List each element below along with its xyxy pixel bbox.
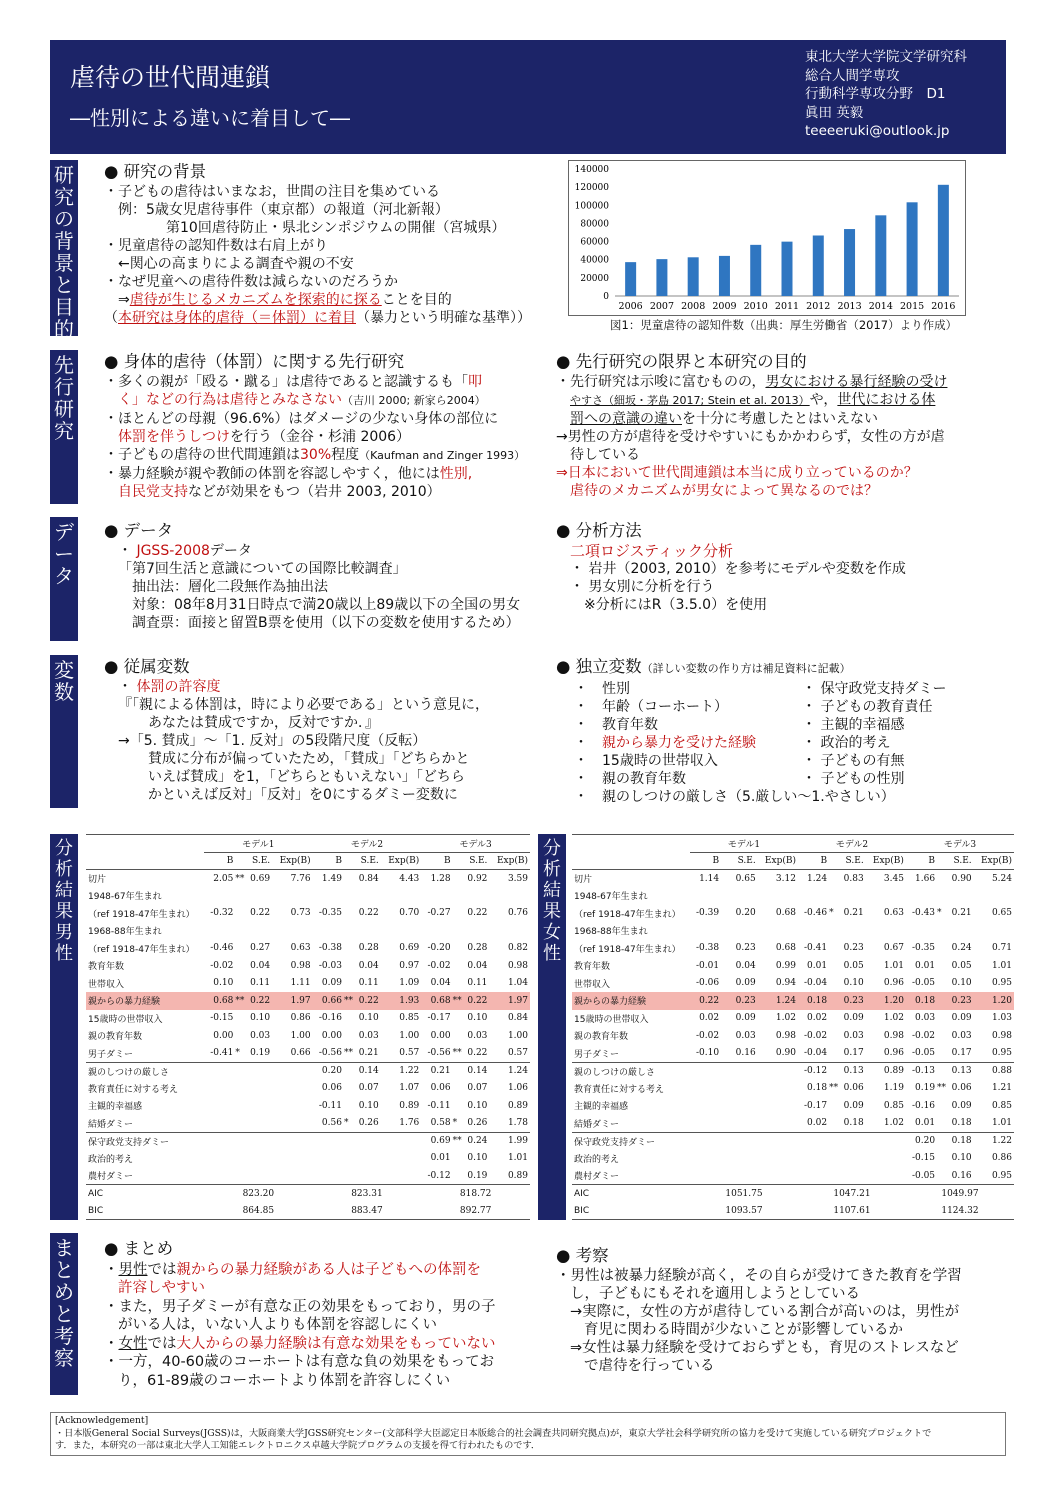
table-row: 世帯収入 0.10 0.11 1.11 0.09 0.11 1.09 0.04 0.11 1.04 [88,978,528,990]
male-results-table: モデル1 モデル2 モデル3 B S.E. Exp(B) B S.E. Exp(B) B S.E. Exp(B) 切片 2.05 ** 0.69 7.76 1.49 0.84 4.43 1.28 0.92 3.59 1948-67年生まれ （ref 1918-47年生まれ） -0.32 0.22 0.73 -0.35 0.22 0.70 -0.27 0.22 0.76 1968-88年生まれ （ref 1918-47年生まれ） -0.46 0.27 0.63 -0.38 0.28 0.69 -0.20 0.28 0.82 教育年数 -0.02 0.04 0.98 -0.03 0.04 0.97 -0.02 0.04 0.98 世帯収入 0.10 0.11 1.11 0.09 0.11 1.09 0.04 0.11 1.04 親からの暴力経験 0.68 ** 0.22 1.97 0.66 ** 0.22 1.93 0.68 ** 0.22 1.97 15歳時の世帯収入 -0.15 0.10 0.86 -0.16 0.10 0.85 -0.17 0.10 0.84 親の教育年数 0.00 0.03 1.00 0.00 0.03 1.00 0.00 0.03 1.00 男子ダミー -0.41 * 0.19 0.66 -0.56 ** 0.21 0.57 -0.56 ** 0.22 0.57 親のしつけの厳しさ 0.20 0.14 1.22 0.21 0.14 1.24 教育責任に対する考え 0.06 0.07 1.07 0.06 0.07 1.06 主観的幸福感 -0.11 0.10 0.89 -0.11 0.10 0.89 結婚ダミー 0.56 * 0.26 1.76 0.58 * 0.26 1.78 保守政党支持ダミー 0.69 ** 0.24 1.99 政治的考え 0.01 0.10 1.01 農村ダミー -0.12 0.19 0.89 AIC 823.20 823.31 818.72 BIC 864.85 883.47 892.77 [86,834,530,1220]
table-row: 男子ダミー -0.10 0.16 0.90 -0.04 0.17 0.96 -0.05 0.17 0.95 [574,1048,1012,1060]
indep-right-4: ・ 子どもの有無 [802,753,905,769]
table-row: 15歳時の世帯収入 0.02 0.09 1.02 0.02 0.09 1.02 0.03 0.09 1.03 [574,1013,1012,1025]
x-tick-label: 2007 [649,301,675,312]
data-section: ● データ ・ JGSS-2008データ 「第7回生活と意識についての国際比較調査」 抽出法：層化二段無作為抽出法 対象：08年8月31日時点で満20歳以上89歳以下の全国の男女 調査票：面接と留置B票を使用（以下の変数を使用するため） [104,522,549,632]
bar-2007 [656,259,667,296]
table-row: 主観的幸福感 -0.17 0.09 0.85 -0.16 0.09 0.85 [574,1100,1012,1113]
table-row: 政治的考え 0.01 0.10 1.01 [88,1153,528,1165]
table-row: 切片 2.05 ** 0.69 7.76 1.49 0.84 4.43 1.28 0.92 3.59 [88,873,528,885]
table-row: 1948-67年生まれ [574,892,648,903]
tab-background: 研究の背景と目的 [50,160,78,336]
y-tick-label: 60000 [580,237,609,248]
summary-section: ● まとめ ・男性では親からの暴力経験がある人は子どもへの体罰を 許容しやすい ・また，男子ダミーが有意な正の効果をもっており，男の子 がいる人は，いない人よりも体罰を容認しにくい ・女性では大人からの暴力経験は有意な効果をもっていない ・一方，40-60歳のコーホートは有意な負の効果をもってお り，61-89歳のコーホートより体罰を許容しにくい [104,1240,544,1390]
y-tick-label: 100000 [574,201,609,212]
table-row: （ref 1918-47年生まれ） -0.39 0.20 0.68 -0.46 * 0.21 0.63 -0.43 * 0.21 0.65 [574,908,1012,920]
x-tick-label: 2006 [618,301,643,312]
table-row: 男子ダミー -0.41 * 0.19 0.66 -0.56 ** 0.21 0.57 -0.56 ** 0.22 0.57 [88,1048,528,1060]
tab-prior: 先行研究 [50,350,78,504]
indep-left-3: ・ 親から暴力を受けた経験 [574,735,756,751]
table-row: 親からの暴力経験 0.22 0.23 1.24 0.18 0.23 1.20 0.18 0.23 1.20 [572,992,1014,1010]
discussion-heading: ● 考察 [556,1246,609,1265]
table-row: 主観的幸福感 -0.11 0.10 0.89 -0.11 0.10 0.89 [88,1100,528,1113]
bar-2012 [813,235,824,296]
chart-caption: 図1：児童虐待の認知件数（出典：厚生労働省（2017）より作成） [610,318,958,332]
table-row: 教育年数 -0.01 0.04 0.99 0.01 0.05 1.01 0.01 0.05 1.01 [574,960,1012,973]
table-row: 教育責任に対する考え 0.18 ** 0.06 1.19 0.19 ** 0.06 1.21 [574,1083,1012,1095]
acknowledgement: [Acknowledgement] ・日本版General Social Surveys(JGSS)は，大阪商業大学JGSS研究センター(文部科学大臣認定日本版総合的社会調査共同研究拠点)が，東京大学社会科学研究所の協力を受けて実施している研究プロジェクトで す．また，本研究の一部は東北大学人工知能エレクトロニクス卓越大学院プログラムの支援を得て行われたものです． [50,1412,1006,1456]
bar-2013 [844,229,855,296]
table-row: （ref 1918-47年生まれ） -0.38 0.23 0.68 -0.41 0.23 0.67 -0.35 0.24 0.71 [574,943,1012,955]
indep-left-4: ・ 15歳時の世帯収入 [574,753,718,769]
dependent-heading: ● 従属変数 [104,657,190,676]
prior-section: ● 身体的虐待（体罰）に関する先行研究 ・多くの親が「殴る・蹴る」は虐待であると認識するも「叩 く」などの行為は虐待とみなさない（吉川 2000; 新家ら2004） ・ほとんどの母親（96.6%）はダメージの少ない身体の部位に 体罰を伴うしつけを行う（金谷・杉浦 2006） ・子どもの虐待の世代間連鎖は30%程度（Kaufman and Zinger 1993） ・暴力経験が親や教師の体罰を容認しやすく，他には性別, 自民党支持などが効果をもつ（岩井 2003, 2010） [104,353,544,501]
indep-right-3: ・ 政治的考え [802,735,891,751]
abuse-count-chart [568,160,966,316]
bar-2015 [907,202,918,296]
method-heading: ● 分析方法 [556,521,642,540]
prior-heading: ● 身体的虐待（体罰）に関する先行研究 [104,352,405,371]
x-tick-label: 2008 [681,301,706,312]
x-tick-label: 2013 [837,301,862,312]
discussion-section: ● 考察 ・男性は被暴力経験が高く，その自らが受けてきた教育を学習 し，子どもにもそれを適用しようとしている →実際に，女性の方が虐待している割合が高いのは，男性が 育児に関わる時間が少ないことが影響しているか ⇒女性は暴力経験を受けておらずとも，育児のストレスなど で虐待を行っている [556,1247,1001,1375]
table-row: 1968-88年生まれ [574,927,648,938]
female-results-table: モデル1 モデル2 モデル3 B S.E. Exp(B) B S.E. Exp(B) B S.E. Exp(B) 切片 1.14 0.65 3.12 1.24 0.83 3.45 1.66 0.90 5.24 1948-67年生まれ （ref 1918-47年生まれ） -0.39 0.20 0.68 -0.46 * 0.21 0.63 -0.43 * 0.21 0.65 1968-88年生まれ （ref 1918-47年生まれ） -0.38 0.23 0.68 -0.41 0.23 0.67 -0.35 0.24 0.71 教育年数 -0.01 0.04 0.99 0.01 0.05 1.01 0.01 0.05 1.01 世帯収入 -0.06 0.09 0.94 -0.04 0.10 0.96 -0.05 0.10 0.95 親からの暴力経験 0.22 0.23 1.24 0.18 0.23 1.20 0.18 0.23 1.20 15歳時の世帯収入 0.02 0.09 1.02 0.02 0.09 1.02 0.03 0.09 1.03 親の教育年数 -0.02 0.03 0.98 -0.02 0.03 0.98 -0.02 0.03 0.98 男子ダミー -0.10 0.16 0.90 -0.04 0.17 0.96 -0.05 0.17 0.95 親のしつけの厳しさ -0.12 0.13 0.89 -0.13 0.13 0.88 教育責任に対する考え 0.18 ** 0.06 1.19 0.19 ** 0.06 1.21 主観的幸福感 -0.17 0.09 0.85 -0.16 0.09 0.85 結婚ダミー 0.02 0.18 1.02 0.01 0.18 1.01 保守政党支持ダミー 0.20 0.18 1.22 政治的考え -0.15 0.10 0.86 農村ダミー -0.05 0.16 0.95 AIC 1051.75 1047.21 1049.97 BIC 1093.57 1107.61 1124.32 [572,834,1014,1220]
model-header: モデル2 [313,835,422,853]
y-tick-label: 0 [603,292,609,302]
background-heading: ● 研究の背景 [104,162,207,181]
table-row: 切片 1.14 0.65 3.12 1.24 0.83 3.45 1.66 0.90 5.24 [574,873,1012,885]
indep-right-0: ・ 保守政党支持ダミー [802,681,947,697]
x-tick-label: 2010 [743,301,768,312]
bar-2016 [938,185,949,296]
table-row: 世帯収入 -0.06 0.09 0.94 -0.04 0.10 0.96 -0.05 0.10 0.95 [574,978,1012,990]
data-heading: ● データ [104,521,174,540]
bar-2008 [688,257,699,296]
affiliation: 東北大学大学院文学研究科 総合人間学専攻 行動科学専攻分野 D1 眞田 英毅 teeeeruki@outlook.jp [805,49,967,139]
table-row: 政治的考え -0.15 0.10 0.86 [574,1153,1012,1165]
tab-result-male: 分析結果 男性 [50,834,78,1220]
background-section: ● 研究の背景 ・子どもの虐待はいまなお，世間の注目を集めている 例：5歳女児虐待事件（東京都）の報道（河北新報） 第10回虐待防止・県北シンポジウムの開催（宮城県） ・児童虐待の認知件数は右肩上がり ←関心の高まりによる調査や親の不安 ・なぜ児童への虐待件数は減らないのだろうか ⇒虐待が生じるメカニズムを探索的に探ることを目的 （本研究は身体的虐待（＝体罰）に着目（暴力という明確な基準）） [104,163,554,327]
x-tick-label: 2014 [868,301,893,312]
table-row: 親のしつけの厳しさ -0.12 0.13 0.89 -0.13 0.13 0.88 [572,1062,1014,1080]
method-section: ● 分析方法 二項ロジスティック分析 ・ 岩井（2003, 2010）を参考にモデルや変数を作成 ・ 男女別に分析を行う ※分析にはR（3.5.0）を使用 [556,522,996,614]
independent-heading: ● 独立変数（詳しい変数の作り方は補足資料に記載） [556,657,851,676]
table-row: 親の教育年数 0.00 0.03 1.00 0.00 0.03 1.00 0.00 0.03 1.00 [88,1030,528,1043]
poster-subtitle: ―性別による違いに着目して― [70,106,350,130]
y-tick-label: 140000 [574,165,609,175]
model-header: モデル2 [798,835,906,853]
indep-left-2: ・ 教育年数 [574,717,658,733]
x-tick-label: 2011 [774,301,800,312]
table-row: 教育責任に対する考え 0.06 0.07 1.07 0.06 0.07 1.06 [88,1083,528,1095]
limits-section: ● 先行研究の限界と本研究の目的 ・先行研究は示唆に富むものの，男女における暴行経験の受け やすさ（細坂・茅島 2017; Stein et al. 2013）や，世代における体 罰への意識の違いを十分に考慮したとはいえない →男性の方が虐待を受けやすいにもかかわらず，女性の方が虐 待している ⇒日本において世代間連鎖は本当に成り立っているのか？ 虐待のメカニズムが男女によって異なるのでは？ [556,353,1006,500]
chart-svg [569,161,965,315]
bic-row: BIC 864.85 883.47 892.77 [86,1202,530,1220]
indep-left-1: ・ 年齢（コーホート） [574,699,728,715]
table-row: 農村ダミー -0.12 0.19 0.89 [88,1170,528,1182]
bar-2011 [782,242,793,296]
table-row: 教育年数 -0.02 0.04 0.98 -0.03 0.04 0.97 -0.02 0.04 0.98 [88,960,528,973]
tab-data: データ [50,517,78,641]
tab-result-female: 分析結果 女性 [538,834,566,1220]
dependent-variable-section: ● 従属変数 ・ 体罰の許容度 『「親による体罰は，時により必要である」という意見に， あなたは賛成ですか，反対ですか．』 →「5. 賛成」～「1. 反対」の5段階尺度（反転） 賛成に分布が偏っていたため，「賛成」「どちらかと いえば賛成」を1，「どちらともいえない」「どちら かといえば反対」「反対」を0にするダミー変数に [104,658,549,804]
x-tick-label: 2012 [806,301,831,312]
table-row: 結婚ダミー 0.56 * 0.26 1.76 0.58 * 0.26 1.78 [88,1118,528,1130]
tab-variables: 変数 [50,655,78,808]
poster-header [50,40,1006,154]
table-row: 親の教育年数 -0.02 0.03 0.98 -0.02 0.03 0.98 -0.02 0.03 0.98 [574,1030,1012,1043]
indep-right-2: ・ 主観的幸福感 [802,717,905,733]
indep-right-1: ・ 子どもの教育責任 [802,699,933,715]
y-tick-label: 40000 [580,255,609,266]
model-header: モデル1 [690,835,798,853]
aic-row: AIC 823.20 823.31 818.72 [86,1185,530,1203]
aic-row: AIC 1051.75 1047.21 1049.97 [572,1185,1014,1203]
table-row: 保守政党支持ダミー 0.20 0.18 1.22 [572,1132,1014,1150]
bar-2014 [875,215,886,296]
table-row: 1968-88年生まれ [88,927,162,938]
x-tick-label: 2009 [712,301,737,312]
poster-title: 虐待の世代間連鎖 [70,63,271,92]
y-tick-label: 20000 [580,273,609,284]
table-row: 15歳時の世帯収入 -0.15 0.10 0.86 -0.16 0.10 0.85 -0.17 0.10 0.84 [88,1013,528,1025]
bar-2006 [625,262,636,296]
x-tick-label: 2015 [899,301,925,312]
x-tick-label: 2016 [931,301,956,312]
summary-heading: ● まとめ [104,1239,174,1258]
table-row: 親のしつけの厳しさ 0.20 0.14 1.22 0.21 0.14 1.24 [86,1062,530,1080]
table-row: 親からの暴力経験 0.68 ** 0.22 1.97 0.66 ** 0.22 1.93 0.68 ** 0.22 1.97 [86,992,530,1010]
table-row: 結婚ダミー 0.02 0.18 1.02 0.01 0.18 1.01 [574,1118,1012,1130]
model-header: モデル3 [421,835,530,853]
table-row: （ref 1918-47年生まれ） -0.32 0.22 0.73 -0.35 0.22 0.70 -0.27 0.22 0.76 [88,908,528,920]
model-header: モデル1 [204,835,313,853]
bar-2010 [750,245,761,296]
table-row: 農村ダミー -0.05 0.16 0.95 [574,1170,1012,1182]
table-row: 保守政党支持ダミー 0.69 ** 0.24 1.99 [86,1132,530,1150]
indep-left-0: ・ 性別 [574,681,630,697]
y-tick-label: 120000 [574,183,609,194]
table-row: 1948-67年生まれ [88,892,162,903]
independent-variable-section [556,657,996,805]
indep-left-6: ・ 親のしつけの厳しさ（5.厳しい～1.やさしい） [574,789,895,805]
indep-left-5: ・ 親の教育年数 [574,771,686,787]
bar-2009 [719,256,730,296]
y-tick-label: 80000 [580,219,609,230]
bic-row: BIC 1093.57 1107.61 1124.32 [572,1202,1014,1220]
model-header: モデル3 [906,835,1014,853]
table-row: （ref 1918-47年生まれ） -0.46 0.27 0.63 -0.38 0.28 0.69 -0.20 0.28 0.82 [88,943,528,955]
tab-summary: まとめと考察 [50,1233,78,1395]
indep-right-5: ・ 子どもの性別 [802,771,905,787]
limits-heading: ● 先行研究の限界と本研究の目的 [556,352,807,371]
